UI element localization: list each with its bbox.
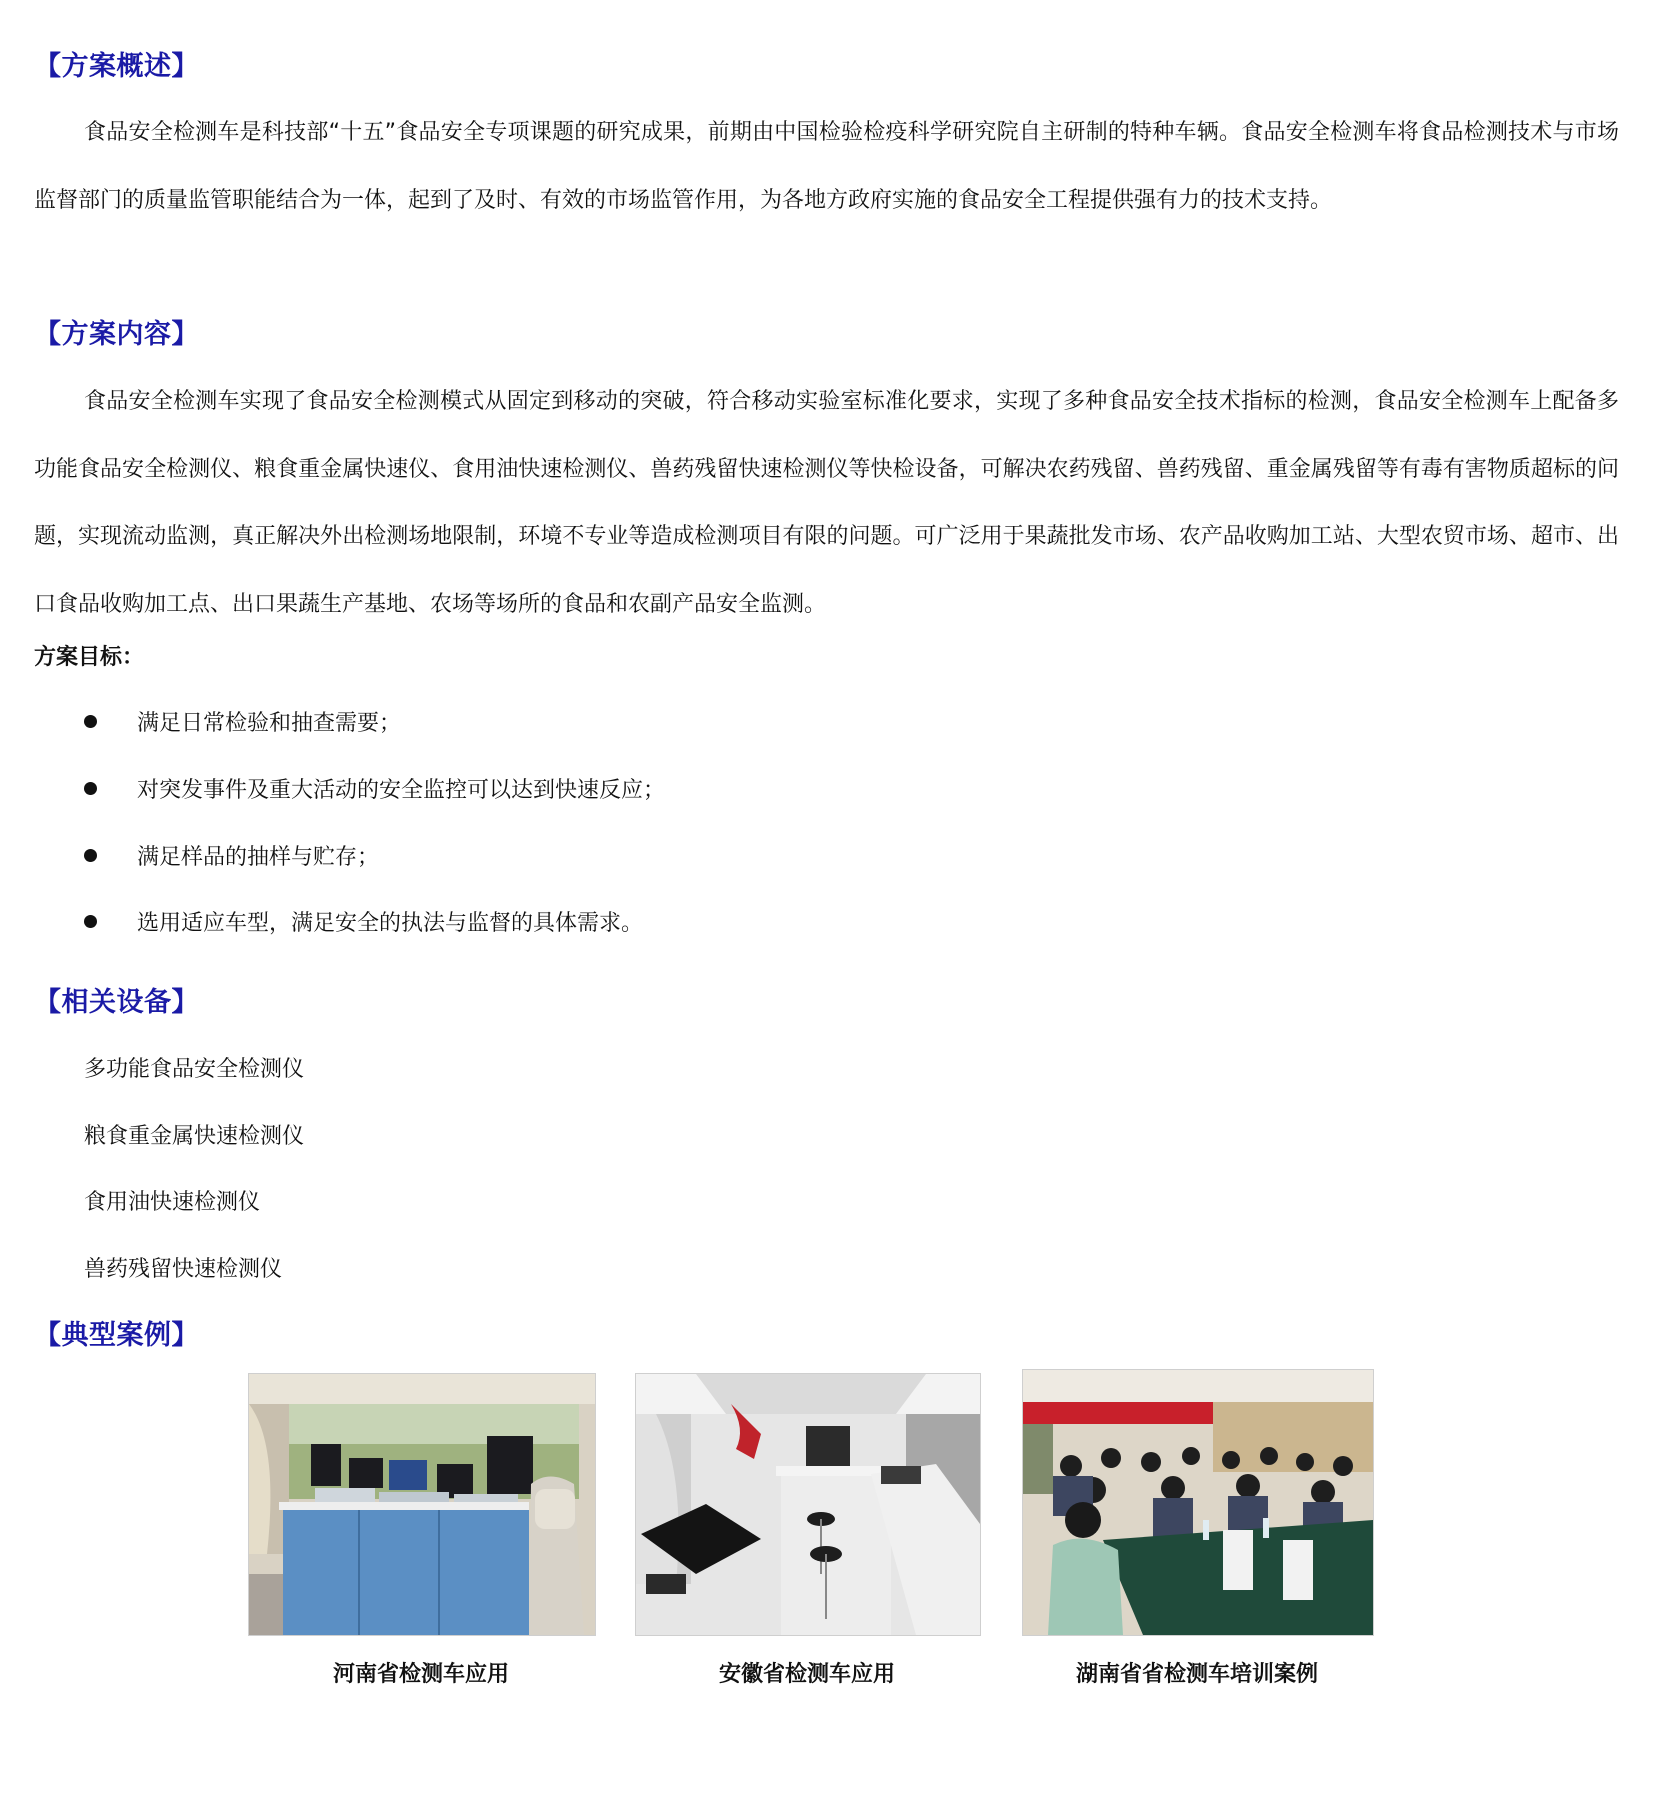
goal-item bbox=[84, 840, 379, 871]
content-heading: 【方案内容】 bbox=[34, 319, 199, 350]
content-paragraph: 食品安全检测车实现了食品安全检测模式从固定到移动的突破，符合移动实验室标准化要求，实现了多种食品安全技术指标的检测，食品安全检测车上配备多功能食品安全检测仪、粮食重金属快速仪、食用油快速检测仪、兽药残留快速检测仪等快检设备，可解决农药残留、兽药残留、重金属残留等有毒有害物质超标的问题，实现流动监测，真正解决外出检测场地限制，环境不专业等造成检测项目有限的问题。可广泛用于果蔬批发市场、农产品收购加工站、大型农贸市场、超市、出口食品收购加工点、出口果蔬生产基地、农场等场所的食品和农副产品安全监测。 bbox=[34, 389, 1619, 617]
equipment-item: 粮食重金属快速检测仪 bbox=[84, 1124, 305, 1149]
overview-heading: 【方案概述】 bbox=[34, 51, 199, 82]
case-caption: 安徽省检测车应用 bbox=[718, 1662, 895, 1687]
bullet-dot-icon bbox=[84, 782, 97, 795]
overview-paragraph: 食品安全检测车是科技部“十五”食品安全专项课题的研究成果，前期由中国检验检疫科学研究院自主研制的特种车辆。食品安全检测车将食品检测技术与市场监督部门的质量监管职能结合为一体，起到了及时、有效的市场监管作用，为各地方政府实施的食品安全工程提供强有力的技术支持。 bbox=[34, 120, 1619, 213]
case-caption: 河南省检测车应用 bbox=[332, 1662, 509, 1687]
equipment-item: 多功能食品安全检测仪 bbox=[84, 1057, 305, 1082]
case-caption: 湖南省省检测车培训案例 bbox=[1075, 1662, 1318, 1687]
goal-text: 选用适应车型，满足安全的执法与监督的具体需求。 bbox=[137, 911, 644, 936]
equipment-item: 兽药残留快速检测仪 bbox=[84, 1257, 283, 1282]
bullet-dot-icon bbox=[84, 915, 97, 928]
case-photo-hunan bbox=[1022, 1369, 1374, 1636]
goal-text: 满足日常检验和抽查需要； bbox=[137, 711, 402, 736]
goal-item bbox=[84, 773, 665, 804]
goal-text: 对突发事件及重大活动的安全监控可以达到快速反应； bbox=[137, 778, 666, 803]
goal-item bbox=[84, 706, 401, 737]
case-photo-anhui bbox=[635, 1373, 981, 1636]
case-photo-henan bbox=[248, 1373, 596, 1636]
bullet-dot-icon bbox=[84, 715, 97, 728]
goals-label: 方案目标： bbox=[34, 645, 145, 670]
equipment-heading: 【相关设备】 bbox=[34, 987, 199, 1018]
equipment-item: 食用油快速检测仪 bbox=[84, 1190, 261, 1215]
goal-text: 满足样品的抽样与贮存； bbox=[137, 845, 380, 870]
cases-heading: 【典型案例】 bbox=[34, 1320, 199, 1351]
goal-item bbox=[84, 906, 643, 937]
bullet-dot-icon bbox=[84, 849, 97, 862]
